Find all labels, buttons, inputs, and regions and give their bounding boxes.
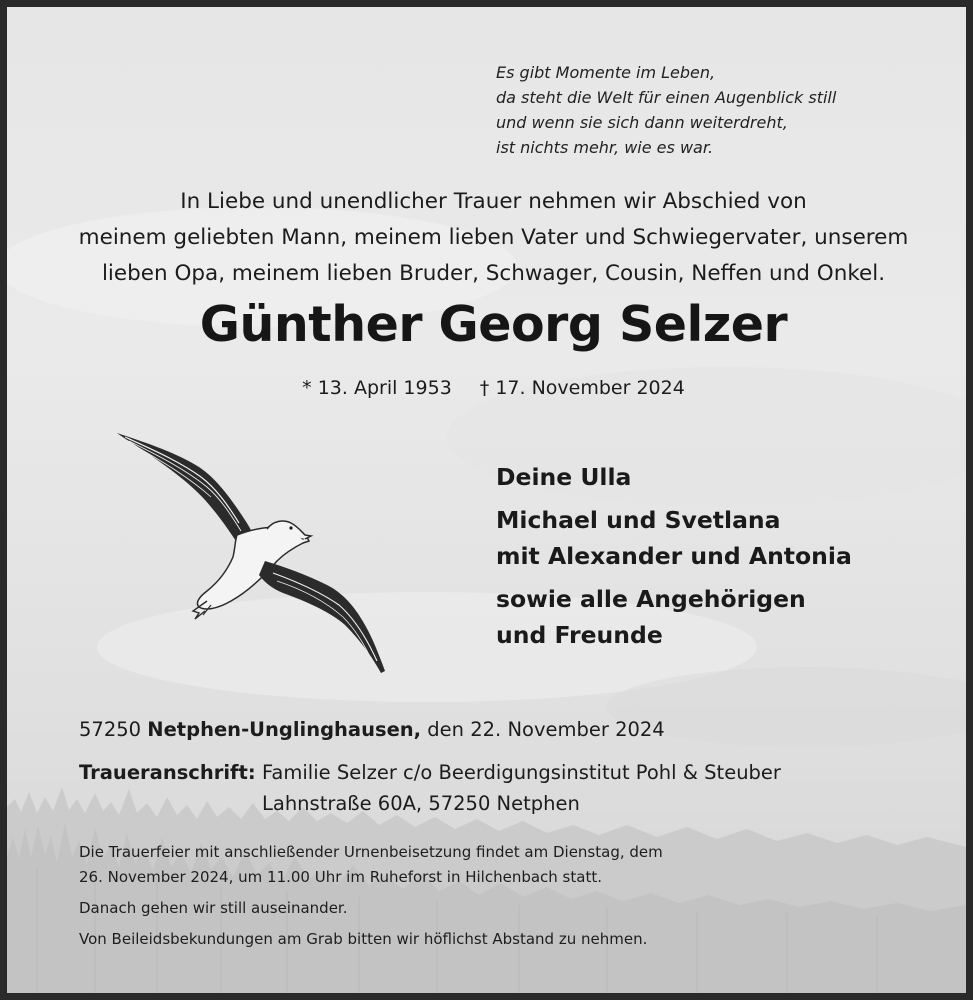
- intro-line: In Liebe und unendlicher Trauer nehmen wir Abschied von: [180, 189, 807, 214]
- poem-line: Es gibt Momente im Leben,: [496, 63, 716, 82]
- deceased-name: Günther Georg Selzer: [199, 296, 788, 353]
- condolence-request: Von Beileidsbekundungen am Grab bitten wir höflichst Abstand zu nehmen.: [79, 930, 648, 948]
- after-ceremony-note: Danach gehen wir still auseinander.: [79, 899, 348, 917]
- seagull-icon: [107, 425, 397, 685]
- address-line1: Familie Selzer c/o Beerdigungsinstitut Pohl & Steuber: [262, 761, 781, 784]
- place-and-date: [79, 718, 665, 741]
- farewell-intro: [47, 184, 940, 292]
- ceremony-info: [79, 840, 879, 958]
- address-label: Traueranschrift:: [79, 761, 256, 784]
- mourning-address: [79, 757, 781, 819]
- poem: [496, 60, 836, 160]
- ceremony-line: Die Trauerfeier mit anschließender Urnenbeisetzung findet am Dienstag, dem: [79, 843, 663, 861]
- mourner-line: sowie alle Angehörigen: [496, 585, 806, 613]
- intro-line: lieben Opa, meinem lieben Bruder, Schwager, Cousin, Neffen und Onkel.: [101, 261, 886, 286]
- postcode: 57250: [79, 718, 142, 741]
- intro-line: meinem geliebten Mann, meinem lieben Vater und Schwiegervater, unserem: [78, 225, 909, 250]
- poem-line: und wenn sie sich dann weiterdreht,: [496, 113, 788, 132]
- poem-line: da steht die Welt für einen Augenblick still: [496, 88, 837, 107]
- notice-date: den 22. November 2024: [427, 718, 665, 741]
- mourner-line: Michael und Svetlana: [496, 506, 781, 534]
- address-line2: Lahnstraße 60A, 57250 Netphen: [262, 792, 580, 815]
- birth-date: * 13. April 1953: [302, 377, 452, 399]
- mourner-line: und Freunde: [496, 621, 663, 649]
- poem-line: ist nichts mehr, wie es war.: [496, 138, 714, 157]
- mourners: [496, 459, 852, 653]
- mourner-line: Deine Ulla: [496, 463, 632, 491]
- life-dates: [7, 377, 973, 399]
- ceremony-line: 26. November 2024, um 11.00 Uhr im Ruheforst in Hilchenbach statt.: [79, 868, 602, 886]
- town: Netphen-Unglinghausen,: [147, 718, 422, 741]
- mourner-line: mit Alexander und Antonia: [496, 542, 852, 570]
- death-date: † 17. November 2024: [479, 377, 685, 399]
